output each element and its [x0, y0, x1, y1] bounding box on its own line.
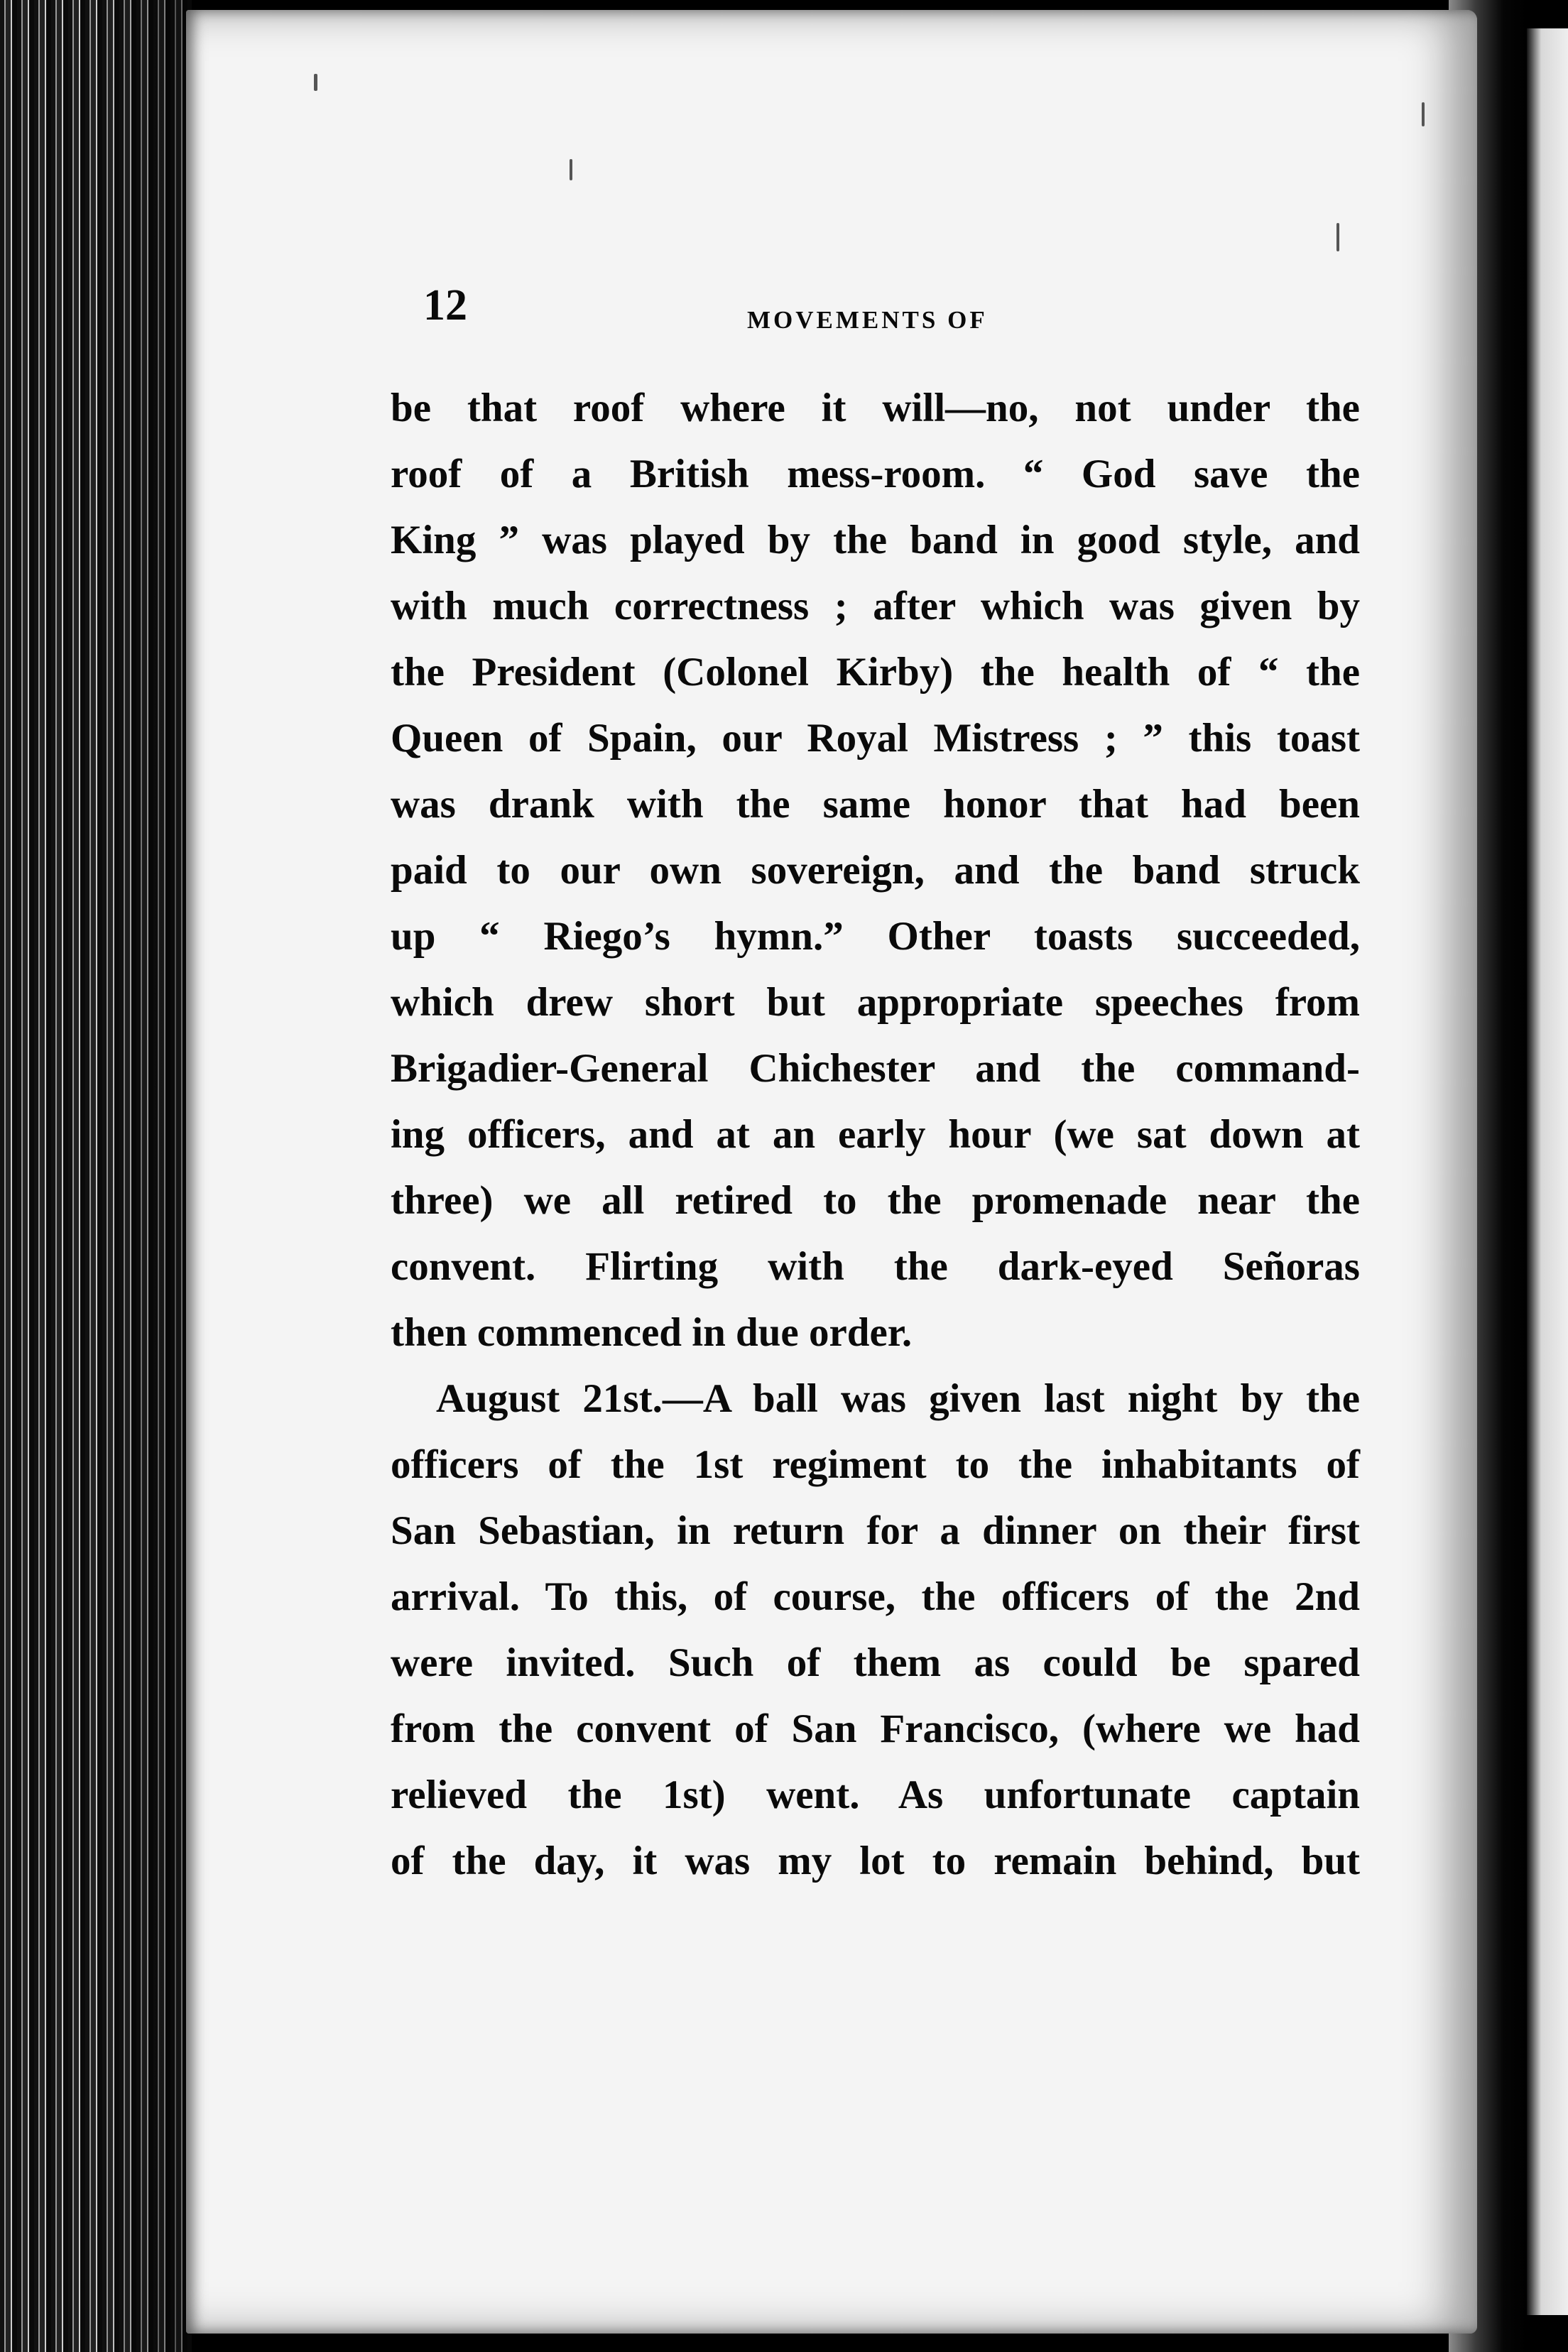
text-line: up “ Riego’s hymn.” Other toasts succeeded, — [391, 914, 1360, 959]
paper-speck — [570, 159, 572, 180]
text-line: from the convent of San Francisco, (where we had — [391, 1706, 1360, 1751]
text-line: which drew short but appropriate speeches from — [391, 980, 1360, 1025]
body-text — [391, 375, 1360, 1894]
paper-speck — [1422, 102, 1425, 126]
text-line: roof of a British mess-room. “ God save the — [391, 452, 1360, 496]
facing-page-edge — [1527, 28, 1568, 2315]
page-header — [423, 281, 1346, 344]
text-line: San Sebastian, in return for a dinner on their first — [391, 1508, 1360, 1553]
text-line: King ” was played by the band in good style, and — [391, 518, 1360, 562]
text-line: officers of the 1st regiment to the inhabitants of — [391, 1442, 1360, 1487]
text-line: relieved the 1st) went. As unfortunate captain — [391, 1773, 1360, 1817]
text-line: of the day, it was my lot to remain behind, but — [391, 1839, 1360, 1883]
paragraph-last-line: then commenced in due order. — [391, 1310, 913, 1355]
paper-speck — [314, 74, 317, 91]
text-line: three) we all retired to the promenade near the — [391, 1178, 1360, 1223]
text-line: was drank with the same honor that had been — [391, 782, 1360, 827]
text-line: ing officers, and at an early hour (we sat down at — [391, 1112, 1360, 1157]
paragraph-first-line: August 21st.—A ball was given last night by the — [436, 1376, 1360, 1421]
text-line: paid to our own sovereign, and the band struck — [391, 848, 1360, 893]
text-line: convent. Flirting with the dark-eyed Señoras — [391, 1244, 1360, 1289]
text-line: arrival. To this, of course, the officers of the 2nd — [391, 1574, 1360, 1619]
text-line: be that roof where it will—no, not under the — [391, 386, 1360, 430]
paper-speck — [1336, 223, 1339, 251]
text-line: with much correctness ; after which was given by — [391, 584, 1360, 628]
text-line: the President (Colonel Kirby) the health of “ the — [391, 650, 1360, 695]
page-edges-shadow — [99, 0, 192, 2352]
text-line: Queen of Spain, our Royal Mistress ; ” this toast — [391, 716, 1360, 761]
running-head: MOVEMENTS OF — [747, 306, 988, 334]
page-number: 12 — [423, 281, 467, 330]
text-line: Brigadier-General Chichester and the command- — [391, 1046, 1360, 1091]
text-line: were invited. Such of them as could be spared — [391, 1640, 1360, 1685]
